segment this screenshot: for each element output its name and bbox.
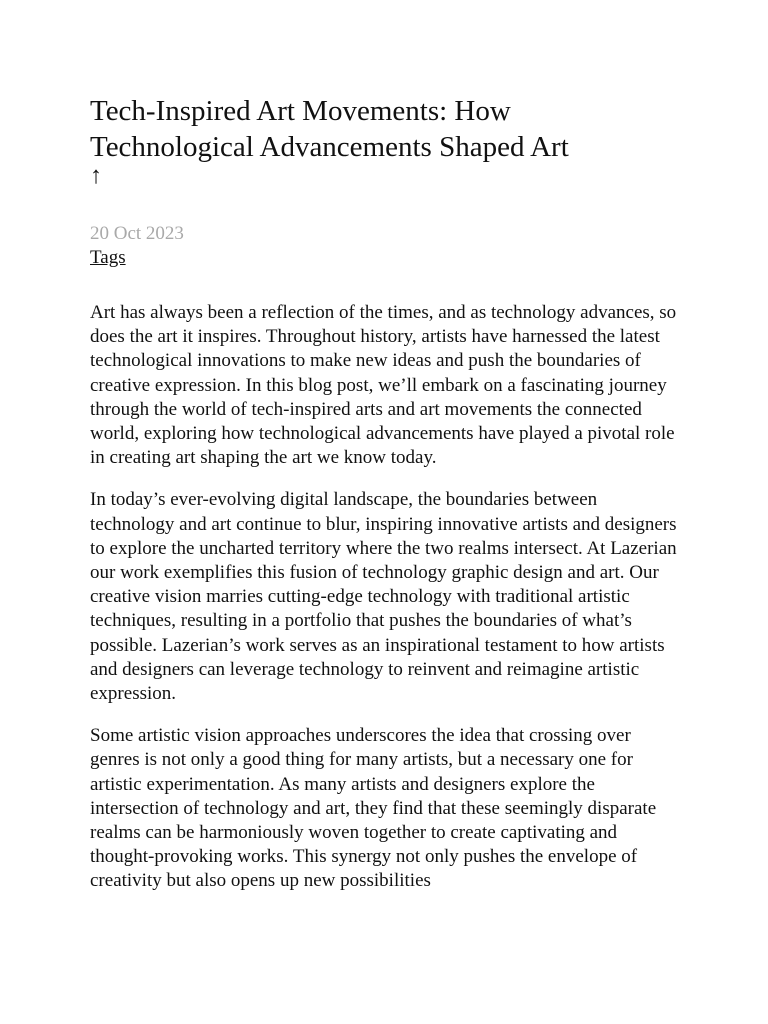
article (90, 93, 680, 912)
article-title-line-2: Technological Advancements Shaped Art (90, 131, 569, 163)
paragraph-2: In today’s ever-evolving digital landscape, the boundaries between technology and art continue to blur, inspiring innovative artists and designers to explore the uncharted territory where the two realms intersect. At Lazerian our work exemplifies this fusion of technology graphic design and art. Our creative vision marries cutting-edge technology with traditional artistic techniques, resulting in a portfolio that pushes the boundaries of what’s possible. Lazerian’s work serves as an inspirational testament to how artists and designers can leverage technology to reinvent and reimagine artistic expression. (90, 489, 677, 705)
article-title (90, 93, 680, 165)
paragraph-3: Some artistic vision approaches underscores the idea that crossing over genres is not only a good thing for many artists, but a necessary one for artistic experimentation. As many artists and designers explore the intersection of technology and art, they find that these seemingly disparate realms can be harmoniously woven together to create captivating and thought-provoking works. This synergy not only pushes the envelope of creativity but also opens up new possibilities (90, 725, 657, 892)
tags-link[interactable]: Tags (90, 247, 126, 268)
article-title-line-1: Tech-Inspired Art Movements: How (90, 95, 511, 127)
paragraph-1: Art has always been a reflection of the times, and as technology advances, so does the art it inspires. Throughout history, artists have harnessed the latest technological innovations to make new ideas and push the boundaries of creative expression. In this blog post, we’ll embark on a fascinating journey through the world of tech-inspired arts and art movements the connected world, exploring how technological advancements have played a pivotal role in creating art shaping the art we know today. (90, 302, 677, 469)
arrow-up-icon[interactable]: ↑ (90, 163, 102, 189)
article-date: 20 Oct 2023 (90, 223, 184, 244)
article-body (90, 301, 680, 894)
